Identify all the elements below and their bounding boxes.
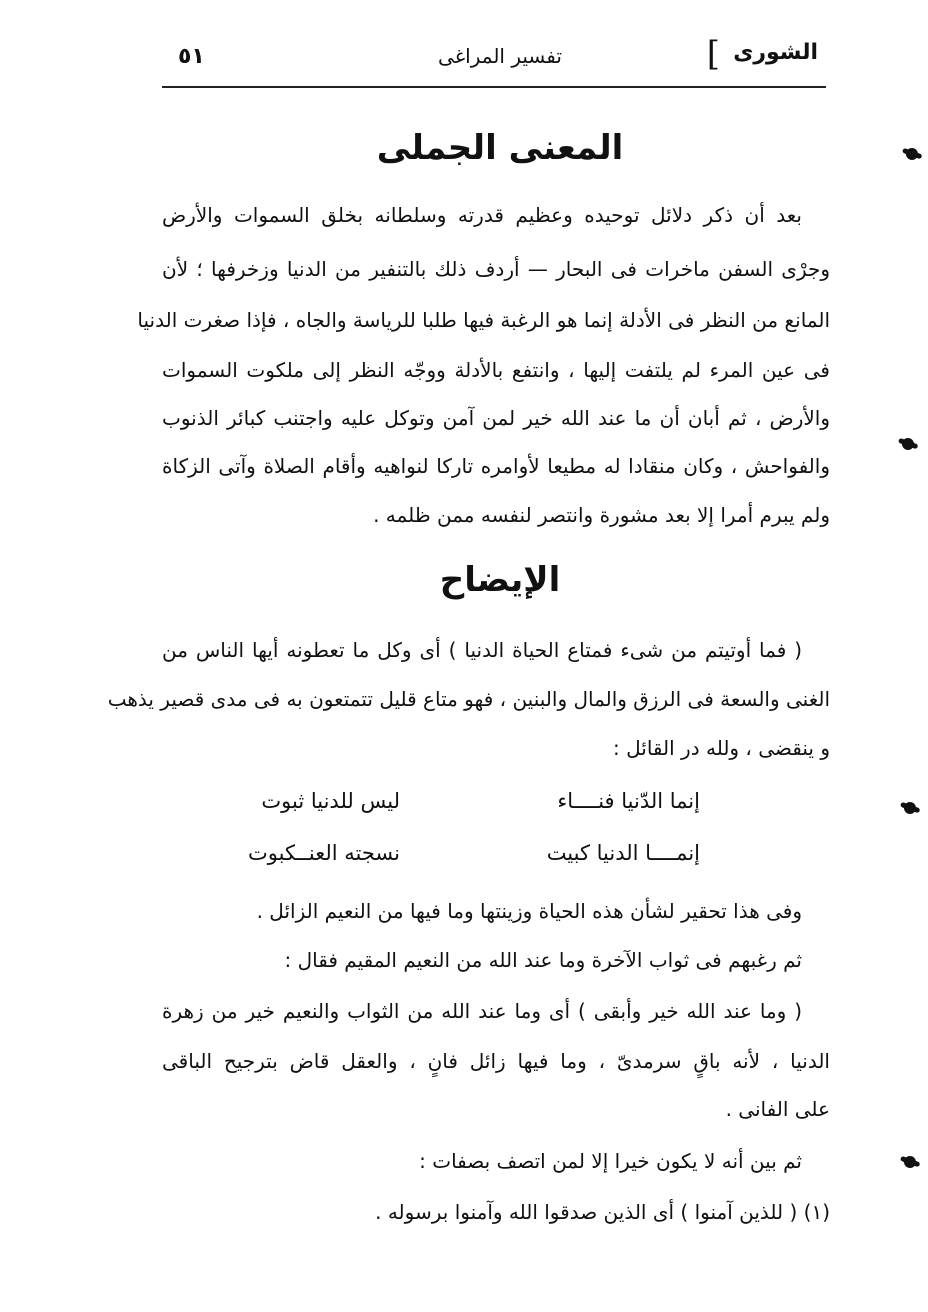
paragraph-line: والأرض ، ثم أبان أن ما عند الله خير لمن آمن وتوكل عليه واجتنب كبائر الذنوب bbox=[162, 406, 830, 430]
paragraph-line: ( وما عند الله خير وأبقى ) أى وما عند الله من الثواب والنعيم خير من زهرة bbox=[162, 999, 802, 1023]
paragraph-line: الدنيا ، لأنه باقٍ سرمدىّ ، وما فيها زائل فانٍ ، والعقل قاض بترجيح الباقى bbox=[162, 1049, 830, 1073]
paragraph-line: (١) ( للذين آمنوا ) أى الذين صدقوا الله وآمنوا برسوله . bbox=[375, 1200, 830, 1224]
book-title: تفسير المراغى bbox=[438, 44, 562, 68]
paragraph-line: ولم يبرم أمرا إلا بعد مشورة وانتصر لنفسه ممن ظلمه . bbox=[373, 503, 830, 527]
paragraph-line: الغنى والسعة فى الرزق والمال والبنين ، فهو متاع قليل تتمتعون به فى مدى قصير يذهب bbox=[107, 687, 830, 711]
paragraph-line: المانع من النظر فى الأدلة إنما هو الرغبة فيها طلبا للرياسة والجاه ، فإذا صغرت الدنيا bbox=[137, 308, 830, 332]
section-heading-general-meaning: المعنى الجملى bbox=[376, 128, 624, 168]
margin-speck-icon bbox=[902, 1154, 917, 1169]
poem-hemistich: ليس للدنيا ثبوت bbox=[261, 789, 400, 813]
margin-speck-icon bbox=[900, 436, 915, 451]
poem-hemistich: نسجته العنــكبوت bbox=[248, 841, 400, 865]
page-number: ٥١ bbox=[178, 44, 205, 69]
paragraph-line: و ينقضى ، ولله در القائل : bbox=[613, 736, 830, 760]
poem-hemistich: إنما الدّنيا فنــــاء bbox=[557, 789, 700, 813]
paragraph-line: ( فما أوتيتم من شىء فمتاع الحياة الدنيا ) أى وكل ما تعطونه أيها الناس من bbox=[162, 638, 802, 662]
margin-speck-icon bbox=[902, 800, 917, 815]
poem-hemistich: إنمــــا الدنيا كبيت bbox=[546, 841, 700, 865]
running-header bbox=[160, 34, 840, 86]
margin-speck-icon bbox=[904, 146, 919, 161]
paragraph-line: والفواحش ، وكان منقادا له مطيعا لأوامره تاركا لنواهيه وأقام الصلاة وآتى الزكاة bbox=[162, 454, 830, 478]
paragraph-line: ثم رغبهم فى ثواب الآخرة وما عند الله من النعيم المقيم فقال : bbox=[284, 948, 802, 972]
surah-name: الشورى bbox=[733, 40, 818, 65]
paragraph-line: وفى هذا تحقير لشأن هذه الحياة وزينتها وما فيها من النعيم الزائل . bbox=[256, 899, 802, 923]
paragraph-line: بعد أن ذكر دلائل توحيده وعظيم قدرته وسلطانه بخلق السموات والأرض bbox=[162, 203, 802, 227]
paragraph-line: ثم بين أنه لا يكون خيرا إلا لمن اتصف بصفات : bbox=[419, 1149, 802, 1173]
header-bracket: ] bbox=[706, 34, 720, 74]
paragraph-line: وجرْى السفن ماخرات فى البحار — أردف ذلك بالتنفير من الدنيا وزخرفها ؛ لأن bbox=[162, 257, 830, 281]
header-rule bbox=[162, 86, 826, 88]
paragraph-line: على الفانى . bbox=[725, 1097, 830, 1121]
paragraph-line: فى عين المرء لم يلتفت إليها ، وانتفع بالأدلة ووجّه النظر إلى ملكوت السموات bbox=[162, 358, 830, 382]
section-heading-explanation: الإيضاح bbox=[439, 560, 561, 600]
